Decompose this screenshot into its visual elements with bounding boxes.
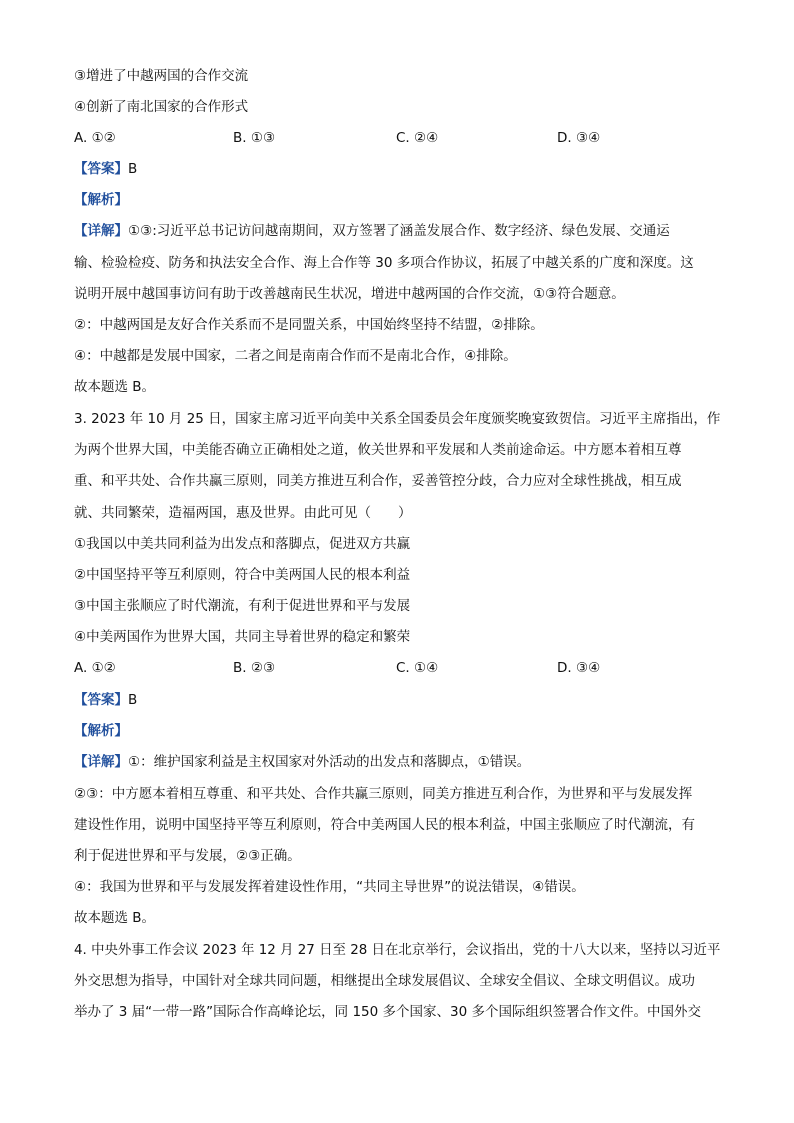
- q3-option-c: C. ①④: [396, 660, 439, 676]
- q3-stem-line: 就、共同繁荣，造福两国，惠及世界。由此可见（ ）: [74, 505, 412, 521]
- q2-item-4: ④创新了南北国家的合作形式: [74, 99, 249, 115]
- q2-conclusion: 故本题选 B。: [74, 379, 156, 395]
- q3-option-a: A. ①②: [74, 660, 116, 676]
- q3-option-d: D. ③④: [557, 660, 601, 676]
- answer-tag: 【答案】: [74, 161, 128, 177]
- q3-option-b: B. ②③: [233, 660, 276, 676]
- q3-detail-line: [74, 752, 530, 772]
- q2-detail-line: [74, 221, 670, 241]
- q3-detail-line: 利于促进世界和平与发展，②③正确。: [74, 848, 301, 864]
- q3-item-1: ①我国以中美共同利益为出发点和落脚点，促进双方共赢: [74, 536, 411, 552]
- analysis-tag: 【解析】: [74, 192, 128, 208]
- q3-detail-line: 建设性作用，说明中国坚持平等互利原则，符合中美两国人民的根本利益，中国主张顺应了时代潮流，有: [74, 817, 695, 833]
- q2-answer: [74, 159, 137, 179]
- analysis-tag: 【解析】: [74, 723, 128, 739]
- q3-analysis-heading: [74, 721, 128, 741]
- detail-tag: 【详解】: [74, 223, 128, 239]
- q2-detail-line: 说明开展中越国事访问有助于改善越南民生状况，增进中越两国的合作交流，①③符合题意。: [74, 286, 625, 302]
- q2-option-a: A. ①②: [74, 130, 116, 146]
- q2-detail-line: 输、检验检疫、防务和执法安全合作、海上合作等 30 多项合作协议，拓展了中越关系的广度和深度。这: [74, 255, 694, 271]
- answer-value: B: [128, 692, 138, 708]
- q3-item-2: ②中国坚持平等互利原则，符合中美两国人民的根本利益: [74, 567, 411, 583]
- q2-item-3: ③增进了中越两国的合作交流: [74, 68, 249, 84]
- q3-answer: [74, 690, 137, 710]
- q2-analysis-heading: [74, 190, 128, 210]
- q3-detail-line: ②③：中方愿本着相互尊重、和平共处、合作共赢三原则，同美方推进互利合作，为世界和平与发展发挥: [74, 786, 693, 802]
- q4-stem-line: 4. 中央外事工作会议 2023 年 12 月 27 日至 28 日在北京举行，会议指出，党的十八大以来，坚持以习近平: [74, 942, 721, 958]
- detail-text: ①：维护国家利益是主权国家对外活动的出发点和落脚点，①错误。: [128, 754, 531, 770]
- q2-detail-line: ②：中越两国是友好合作关系而不是同盟关系，中国始终坚持不结盟，②排除。: [74, 317, 544, 333]
- q3-detail-line: ④：我国为世界和平与发展发挥着建设性作用，“共同主导世界”的说法错误，④错误。: [74, 879, 585, 895]
- q3-item-4: ④中美两国作为世界大国，共同主导着世界的稳定和繁荣: [74, 629, 411, 645]
- answer-value: B: [128, 161, 138, 177]
- q3-stem-line: 为两个世界大国，中美能否确立正确相处之道，攸关世界和平发展和人类前途命运。中方愿本着相互尊: [74, 442, 682, 458]
- detail-tag: 【详解】: [74, 754, 128, 770]
- answer-tag: 【答案】: [74, 692, 128, 708]
- q4-stem-line: 举办了 3 届“一带一路”国际合作高峰论坛，同 150 多个国家、30 多个国际组织签署合作文件。中国外交: [74, 1004, 701, 1020]
- q2-option-d: D. ③④: [557, 130, 601, 146]
- q3-stem-line: 重、和平共处、合作共赢三原则，同美方推进互利合作，妥善管控分歧，合力应对全球性挑战，相互成: [74, 473, 682, 489]
- q3-item-3: ③中国主张顺应了时代潮流，有利于促进世界和平与发展: [74, 598, 411, 614]
- q4-stem-line: 外交思想为指导，中国针对全球共同问题，相继提出全球发展倡议、全球安全倡议、全球文明倡议。成功: [74, 973, 695, 989]
- q3-conclusion: 故本题选 B。: [74, 910, 156, 926]
- q3-stem-line: 3. 2023 年 10 月 25 日，国家主席习近平向美中关系全国委员会年度颁奖晚宴致贺信。习近平主席指出，作: [74, 411, 721, 427]
- q2-detail-line: ④：中越都是发展中国家，二者之间是南南合作而不是南北合作，④排除。: [74, 348, 517, 364]
- detail-text: ①③:习近平总书记访问越南期间，双方签署了涵盖发展合作、数字经济、绿色发展、交通运: [128, 223, 670, 239]
- q2-option-c: C. ②④: [396, 130, 439, 146]
- q2-option-b: B. ①③: [233, 130, 276, 146]
